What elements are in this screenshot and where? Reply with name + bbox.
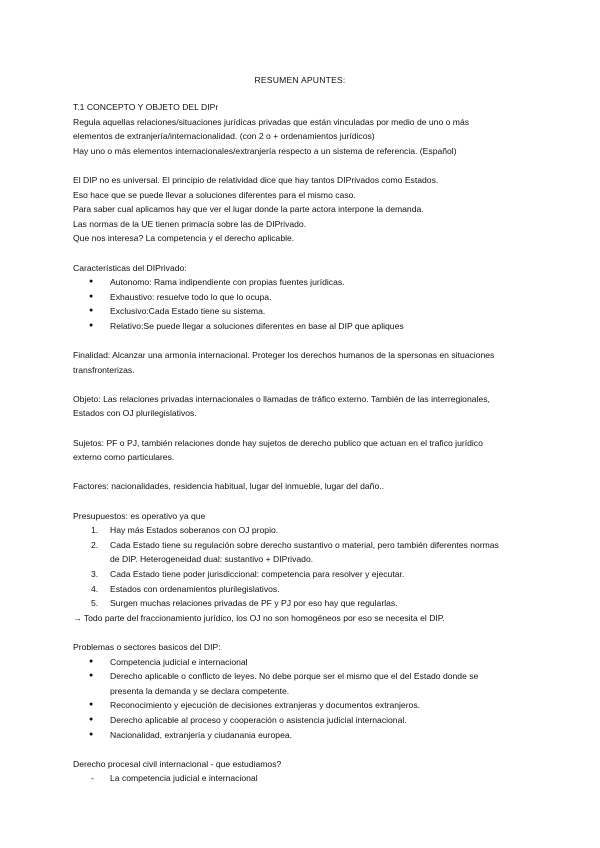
objeto-line: Estados con OJ plurilegislativos. [73,408,197,419]
list-item [73,728,533,743]
problemas-heading: Problemas o sectores basicos del DIP: [73,641,221,652]
list-item [73,669,533,698]
presupuestos-heading: Presupuestos: es operativo ya que [73,510,206,521]
list-item-text: Derecho aplicable al proceso y cooperación o asistencia judicial internacional. [110,714,407,725]
list-item [73,713,533,728]
presupuestos-note: → Todo parte del fraccionamiento jurídico, los OJ no son homogéneos por eso se necesita el DIP. [73,612,445,623]
list-item-text: Derecho aplicable o conflicto de leyes. No debe porque ser el mismo que el del Estado donde se [110,671,479,682]
list-number: 1. [91,525,99,536]
sujetos-line: externo como particulares. [73,452,175,463]
list-item: ● Autonomo: Rama indipendiente con propias fuentes jurídicas. [73,275,533,290]
sujetos-line: Sujetos: PF o PJ, también relaciones donde hay sujetos de derecho publico que actuan en el trafico jurídico [73,437,483,448]
list-item-text: Cada Estado tiene su regulación sobre derecho sustantivo o material, pero también diferentes normas [110,539,499,550]
finalidad-line: Finalidad: Alcanzar una armonía internacional. Proteger los derechos humanos de la spersonas en situaciones [73,350,495,361]
problemas-list [73,655,533,743]
list-item-text: presenta la demanda y se declara competente. [110,685,290,696]
factores-line: Factores: nacionalidades, residencia habitual, lugar del inmueble, lugar del daño.. [73,481,385,492]
paragraph-line: Para saber cual aplicamos hay que ver el lugar donde la parte actora interpone la demanda. [73,204,424,215]
presupuestos-list [73,523,533,611]
list-item: ● Exhaustivo: resuelve todo lo que lo ocupa. [73,290,533,305]
objeto-line: Objeto: Las relaciones privadas internacionales o llamadas de tráfico externo. También de las interregionales, [73,393,490,404]
list-item [73,596,533,611]
list-item-text: de DIP. Heterogeneidad dual: sustantivo + DIPrivado. [110,554,314,565]
list-item-text: Cada Estado tiene poder jurisdiccional: competencia para resolver y ejecutar. [110,569,405,579]
list-item-text: Surgen muchas relaciones privadas de PF y PJ por eso hay que regularlas. [110,598,398,609]
paragraph-line: Hay uno o más elementos internacionales/extranjería respecto a un sistema de referencia. (Español) [73,145,457,156]
paragraph-line: Las normas de la UE tienen primacía sobre las de DIPrivado. [73,218,307,229]
list-item [73,567,533,582]
list-number: 3. [91,569,99,579]
list-item [73,538,533,567]
procesal-heading: Derecho procesal civil internacional - que estudiamos? [73,758,282,769]
caracteristicas-list [73,275,533,333]
caracteristicas-heading: Características del DIPrivado: [73,262,187,273]
paragraph-line: Regula aquellas relaciones/situaciones jurídicas privadas que están vinculadas por medio de uno o más [73,116,470,127]
paragraph-line: Que nos interesa? La competencia y el derecho aplicable. [73,233,295,244]
paragraph-line: elementos de extranjería/internacionalidad. (con 2 o + ordenamientos jurídicos) [73,131,375,142]
document-body [73,100,533,786]
finalidad-line: transfronterizas. [73,364,135,375]
list-item-text: Hay más Estados soberanos con OJ propio. [110,525,279,536]
list-item [73,582,533,597]
list-number: 2. [91,539,99,550]
list-item-text: Estados con ordenamientos plurilegislativos. [110,583,280,594]
procesal-list [73,771,533,786]
paragraph-line: El DIP no es universal. El principio de relatividad dice que hay tantos DIPrivados como Estados. [73,174,439,185]
list-item-text: Reconocimiento y ejecución de decisiones extranjeras y documentos extranjeros. [110,700,421,711]
list-number: 4. [91,583,99,594]
list-item-text: Nacionalidad, extranjería y ciudanania europea. [110,729,293,740]
list-item [73,523,533,538]
list-item: ● Relativo:Se puede llegar a soluciones diferentes en base al DIP que apliques [73,319,533,334]
list-number: 5. [91,598,99,609]
list-item: - La competencia judicial e internacional [73,771,533,786]
document-title: RESUMEN APUNTES: [254,75,346,85]
list-item-text: Competencia judicial e internacional [110,656,248,667]
list-item [73,655,533,670]
section-heading: T.1 CONCEPTO Y OBJETO DEL DIPr [73,102,219,112]
paragraph-line: Eso hace que se puede llevar a soluciones diferentes para el mismo caso. [73,189,356,200]
list-item [73,698,533,713]
list-item: ● Exclusivo:Cada Estado tiene su sistema. [73,304,533,319]
